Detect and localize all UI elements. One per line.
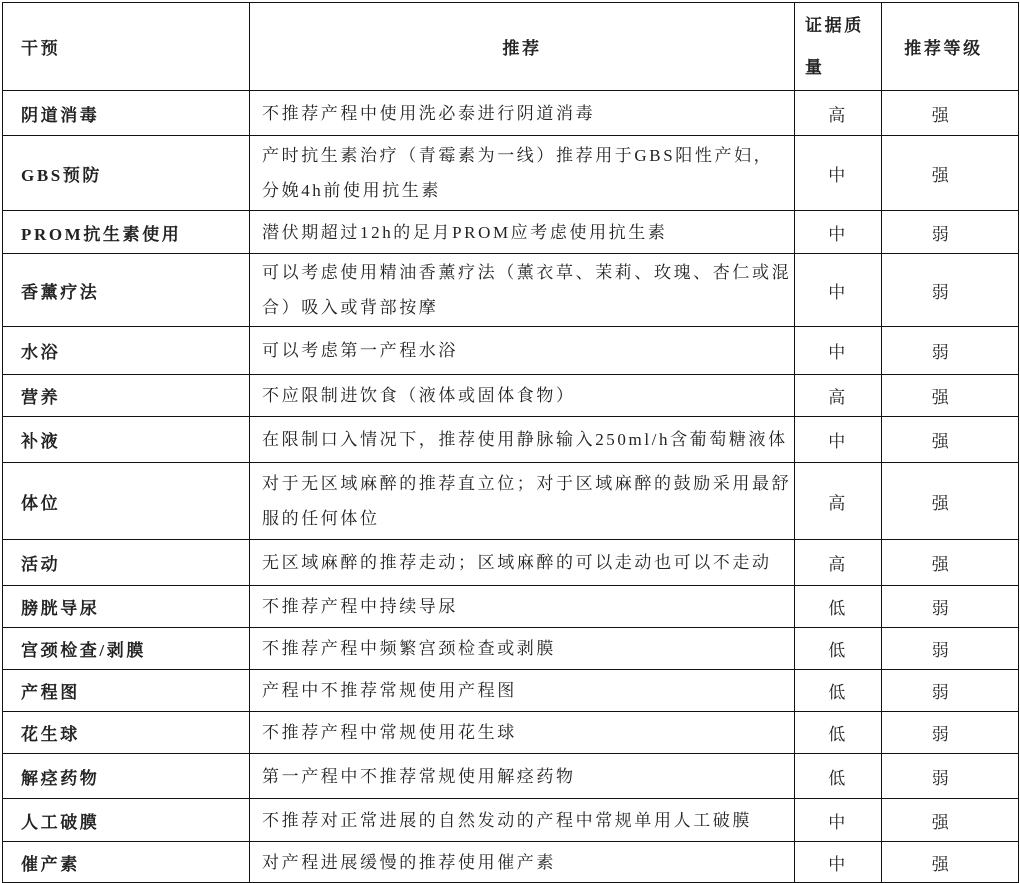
recommendation-cell: 可以考虑第一产程水浴 [250, 327, 795, 375]
grade-cell: 弱 [882, 670, 1019, 712]
intervention-cell: 花生球 [3, 712, 250, 754]
recommendation-cell: 产程中不推荐常规使用产程图 [250, 670, 795, 712]
table-row-oxytocin [3, 842, 1019, 883]
evidence-cell: 中 [795, 254, 882, 327]
intervention-cell: 水浴 [3, 327, 250, 375]
evidence-cell: 低 [795, 586, 882, 628]
recommendation-cell: 对产程进展缓慢的推荐使用催产素 [250, 842, 795, 883]
evidence-cell: 中 [795, 327, 882, 375]
recommendation-cell: 不推荐产程中持续导尿 [250, 586, 795, 628]
evidence-cell: 高 [795, 375, 882, 417]
recommendation-cell: 在限制口入情况下，推荐使用静脉输入250ml/h含葡萄糖液体 [250, 417, 795, 463]
intervention-cell: 解痉药物 [3, 754, 250, 799]
table-row-amniotomy [3, 799, 1019, 842]
grade-cell: 弱 [882, 628, 1019, 670]
table-row-partogram [3, 670, 1019, 712]
recommendation-cell: 不推荐对正常进展的自然发动的产程中常规单用人工破膜 [250, 799, 795, 842]
header-evidence-quality: 证据质量 [795, 3, 882, 91]
evidence-cell: 中 [795, 842, 882, 883]
recommendation-cell: 不应限制进饮食（液体或固体食物） [250, 375, 795, 417]
grade-cell: 强 [882, 136, 1019, 211]
header-recommendation: 推荐 [250, 3, 795, 91]
evidence-cell: 低 [795, 712, 882, 754]
evidence-cell: 中 [795, 799, 882, 842]
intervention-cell: 催产素 [3, 842, 250, 883]
recommendation-cell: 第一产程中不推荐常规使用解痉药物 [250, 754, 795, 799]
intervention-cell: 产程图 [3, 670, 250, 712]
recommendation-cell: 可以考虑使用精油香薰疗法（薰衣草、茉莉、玫瑰、杏仁或混合）吸入或背部按摩 [250, 254, 795, 327]
evidence-cell: 中 [795, 417, 882, 463]
evidence-cell: 高 [795, 463, 882, 540]
recommendations-table [2, 2, 1019, 883]
evidence-cell: 低 [795, 628, 882, 670]
intervention-cell: 体位 [3, 463, 250, 540]
table-row-fluid-supplement [3, 417, 1019, 463]
recommendation-cell: 不推荐产程中频繁宫颈检查或剥膜 [250, 628, 795, 670]
grade-cell: 强 [882, 799, 1019, 842]
intervention-cell: 营养 [3, 375, 250, 417]
grade-cell: 弱 [882, 754, 1019, 799]
intervention-cell: 补液 [3, 417, 250, 463]
grade-cell: 强 [882, 91, 1019, 136]
grade-cell: 弱 [882, 254, 1019, 327]
table-row-position [3, 463, 1019, 540]
evidence-cell: 高 [795, 540, 882, 586]
grade-cell: 强 [882, 463, 1019, 540]
grade-cell: 强 [882, 540, 1019, 586]
intervention-cell: 人工破膜 [3, 799, 250, 842]
table-row-mobility [3, 540, 1019, 586]
evidence-cell: 中 [795, 211, 882, 254]
header-recommendation-grade: 推荐等级 [882, 3, 1019, 91]
intervention-cell: 膀胱导尿 [3, 586, 250, 628]
evidence-cell: 低 [795, 754, 882, 799]
intervention-cell: 宫颈检查/剥膜 [3, 628, 250, 670]
table-row-gbs-prophylaxis [3, 136, 1019, 211]
recommendation-cell: 对于无区域麻醉的推荐直立位；对于区域麻醉的鼓励采用最舒服的任何体位 [250, 463, 795, 540]
table-row-antispasmodics [3, 754, 1019, 799]
recommendation-cell: 潜伏期超过12h的足月PROM应考虑使用抗生素 [250, 211, 795, 254]
table-row-prom-antibiotics [3, 211, 1019, 254]
recommendation-cell: 无区域麻醉的推荐走动；区域麻醉的可以走动也可以不走动 [250, 540, 795, 586]
grade-cell: 强 [882, 417, 1019, 463]
grade-cell: 弱 [882, 586, 1019, 628]
grade-cell: 弱 [882, 712, 1019, 754]
recommendation-cell: 不推荐产程中常规使用花生球 [250, 712, 795, 754]
intervention-cell: 香薰疗法 [3, 254, 250, 327]
grade-cell: 弱 [882, 211, 1019, 254]
grade-cell: 强 [882, 842, 1019, 883]
header-intervention: 干预 [3, 3, 250, 91]
table-row-bladder-catheter [3, 586, 1019, 628]
intervention-cell: 活动 [3, 540, 250, 586]
evidence-cell: 高 [795, 91, 882, 136]
intervention-cell: GBS预防 [3, 136, 250, 211]
intervention-cell: PROM抗生素使用 [3, 211, 250, 254]
grade-cell: 弱 [882, 327, 1019, 375]
table-row-peanut-ball [3, 712, 1019, 754]
evidence-cell: 低 [795, 670, 882, 712]
grade-cell: 强 [882, 375, 1019, 417]
table-row-water-immersion [3, 327, 1019, 375]
table-header-row [3, 3, 1019, 91]
evidence-cell: 中 [795, 136, 882, 211]
recommendation-cell: 产时抗生素治疗（青霉素为一线）推荐用于GBS阳性产妇，分娩4h前使用抗生素 [250, 136, 795, 211]
table-row-vaginal-disinfection [3, 91, 1019, 136]
table-row-nutrition [3, 375, 1019, 417]
table-row-cervical-exam [3, 628, 1019, 670]
table-row-aromatherapy [3, 254, 1019, 327]
intervention-cell: 阴道消毒 [3, 91, 250, 136]
recommendation-cell: 不推荐产程中使用洗必泰进行阴道消毒 [250, 91, 795, 136]
